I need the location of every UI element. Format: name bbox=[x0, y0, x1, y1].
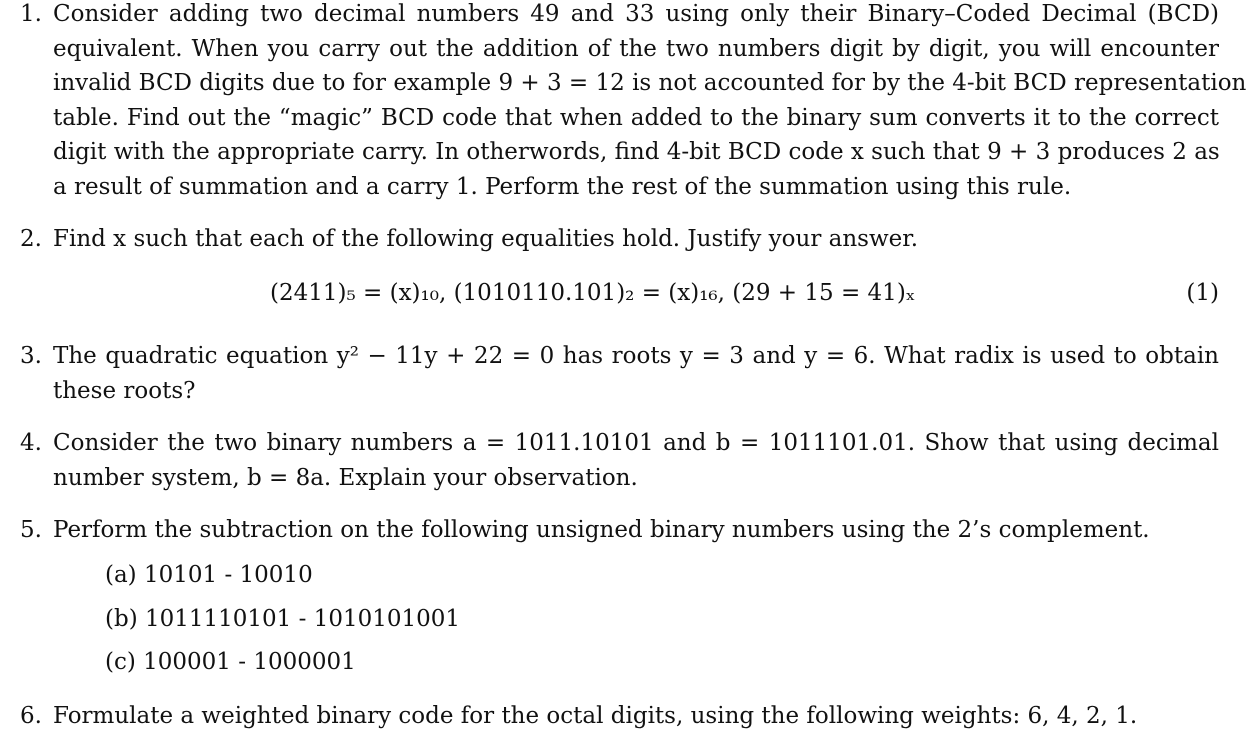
equation-number: (1) bbox=[1186, 280, 1219, 306]
question-2-text: Find x such that each of the following equalities hold. Justify your answer. bbox=[53, 226, 919, 252]
question-1-line-3: invalid BCD digits due to for example 9 + 3 = 12 is not accounted for by the 4-bit BCD representation bbox=[53, 70, 1247, 96]
question-number: 1. bbox=[20, 1, 42, 27]
question-4-line-2: number system, b = 8a. Explain your observation. bbox=[53, 464, 638, 491]
subquestion-b: (b) 1011110101 - 1010101001 bbox=[105, 606, 461, 632]
question-number: 6. bbox=[20, 703, 42, 729]
question-1-line-6: a result of summation and a carry 1. Perform the rest of the summation using this rule. bbox=[53, 173, 1072, 200]
question-1-line-5: digit with the appropriate carry. In otherwords, find 4-bit BCD code x such that 9 + 3 produces 2 as bbox=[53, 139, 1220, 165]
question-4-line-1: Consider the two binary numbers a = 1011.10101 and b = 1011101.01. Show that using decimal bbox=[53, 430, 1219, 456]
question-1-line-1: Consider adding two decimal numbers 49 and 33 using only their Binary–Coded Decimal (BCD) bbox=[53, 1, 1219, 27]
question-3-line-2: these roots? bbox=[53, 377, 196, 404]
subquestion-a: (a) 10101 - 10010 bbox=[105, 562, 313, 588]
question-1-line-4: table. Find out the “magic” BCD code that when added to the binary sum converts it to the correct bbox=[53, 104, 1219, 131]
question-5-text: Perform the subtraction on the following unsigned binary numbers using the 2’s complement. bbox=[53, 517, 1150, 543]
question-6-text: Formulate a weighted binary code for the octal digits, using the following weights: 6, 4, 2, 1. bbox=[53, 703, 1138, 729]
question-3-line-1: The quadratic equation y² − 11y + 22 = 0 has roots y = 3 and y = 6. What radix is used to obtain bbox=[53, 343, 1219, 369]
subquestion-c: (c) 100001 - 1000001 bbox=[105, 649, 356, 675]
question-number: 2. bbox=[20, 226, 42, 252]
question-number: 3. bbox=[20, 343, 42, 369]
question-1-line-2: equivalent. When you carry out the addition of the two numbers digit by digit, you will encounter bbox=[53, 35, 1219, 62]
question-number: 4. bbox=[20, 430, 42, 456]
question-number: 5. bbox=[20, 517, 42, 543]
equation: (2411)₅ = (x)₁₀, (1010110.101)₂ = (x)₁₆, (29 + 15 = 41)ₓ bbox=[270, 280, 916, 306]
